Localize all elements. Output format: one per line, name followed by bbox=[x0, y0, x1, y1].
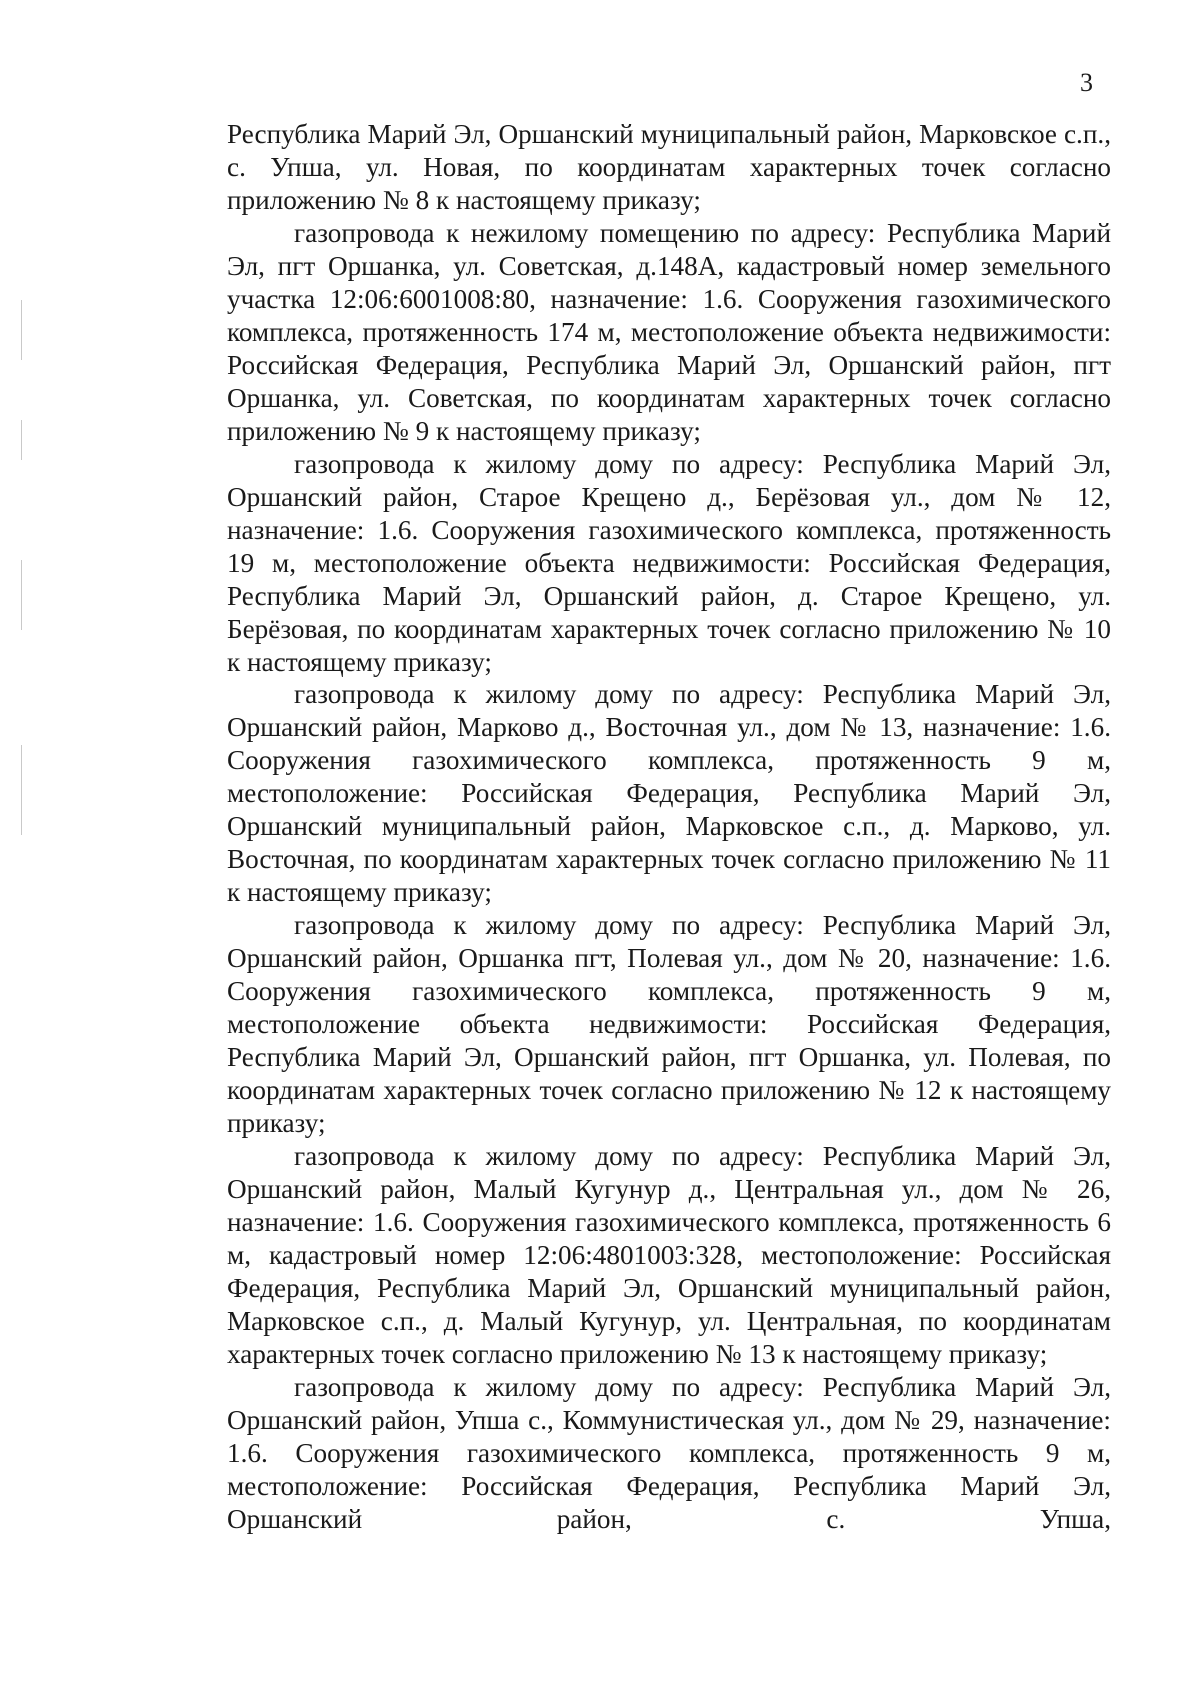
paragraph-1: Республика Марий Эл, Оршанский муниципальный район, Марковское с.п., с. Упша, ул. Новая, по координатам характерных точек согласно приложению № 8 к настоящему приказу; bbox=[227, 119, 1111, 215]
paragraph-4: газопровода к жилому дому по адресу: Республика Марий Эл, Оршанский район, Марково д., Восточная ул., дом № 13, назначение: 1.6. Сооружения газохимического комплекса, протяженность 9 м, местоположение: Российская Федерация, Республика Марий Эл, Оршанский муниципальный район, Марковское с.п., д. Марково, ул. Восточная, по координатам характерных точек согласно приложению № 11 к настоящему приказу; bbox=[227, 679, 1111, 908]
paragraph-5: газопровода к жилому дому по адресу: Республика Марий Эл, Оршанский район, Оршанка пгт, Полевая ул., дом № 20, назначение: 1.6. Сооружения газохимического комплекса, протяженность 9 м, местоположение объекта недвижимости: Российская Федерация, Республика Марий Эл, Оршанский район, пгт Оршанка, ул. Полевая, по координатам характерных точек согласно приложению № 12 к настоящему приказу; bbox=[227, 910, 1111, 1139]
page-number: 3 bbox=[1080, 68, 1093, 97]
paragraph-2: газопровода к нежилому помещению по адресу: Республика Марий Эл, пгт Оршанка, ул. Советская, д.148А, кадастровый номер земельного участка 12:06:6001008:80, назначение: 1.6. Сооружения газохимического комплекса, протяженность 174 м, местоположение объекта недвижимости: Российская Федерация, Республика Марий Эл, Оршанский район, пгт Оршанка, ул. Советская, по координатам характерных точек согласно приложению № 9 к настоящему приказу; bbox=[227, 217, 1111, 446]
scan-mark bbox=[21, 745, 22, 835]
paragraph-6: газопровода к жилому дому по адресу: Республика Марий Эл, Оршанский район, Малый Кугунур д., Центральная ул., дом № 26, назначение: 1.6. Сооружения газохимического комплекса, протяженность 6 м, кадастровый номер 12:06:4801003:328, местоположение: Российская Федерация, Республика Марий Эл, Оршанский муниципальный район, Марковское с.п., д. Малый Кугунур, ул. Центральная, по координатам характерных точек согласно приложению № 13 к настоящему приказу; bbox=[227, 1141, 1111, 1369]
scan-mark bbox=[21, 560, 22, 630]
document-body bbox=[227, 118, 1111, 1536]
scan-mark bbox=[21, 300, 22, 360]
scan-mark bbox=[21, 420, 22, 460]
paragraph-3: газопровода к жилому дому по адресу: Республика Марий Эл, Оршанский район, Старое Крещено д., Берёзовая ул., дом № 12, назначение: 1.6. Сооружения газохимического комплекса, протяженность 19 м, местоположение объекта недвижимости: Российская Федерация, Республика Марий Эл, Оршанский район, д. Старое Крещено, ул. Берёзовая, по координатам характерных точек согласно приложению № 10 к настоящему приказу; bbox=[227, 448, 1111, 677]
scan-margin-marks bbox=[21, 0, 23, 1685]
paragraph-7: газопровода к жилому дому по адресу: Республика Марий Эл, Оршанский район, Упша с., Коммунистическая ул., дом № 29, назначение: 1.6. Сооружения газохимического комплекса, протяженность 9 м, местоположение: Российская Федерация, Республика Марий Эл, Оршанский район, с. Упша, bbox=[227, 1371, 1111, 1534]
